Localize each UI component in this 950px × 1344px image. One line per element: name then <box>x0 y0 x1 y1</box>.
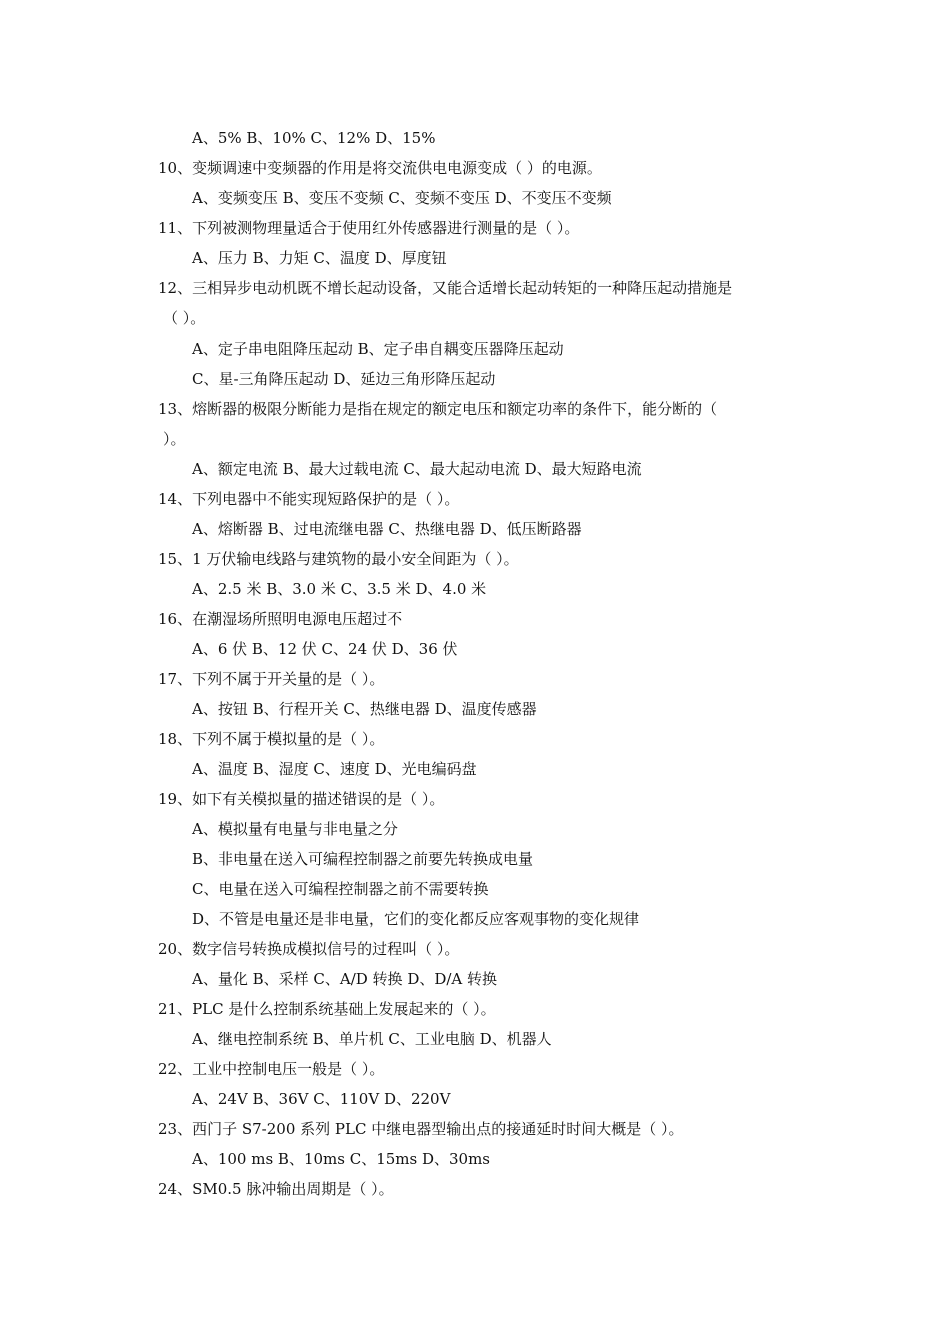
q19-option-c: C、电量在送入可编程控制器之前不需要转换 <box>192 880 489 898</box>
q17-text: 17、下列不属于开关量的是（ ）。 <box>158 670 385 688</box>
q13-options: A、额定电流 B、最大过载电流 C、最大起动电流 D、最大短路电流 <box>192 460 642 478</box>
q22-options: A、24V B、36V C、110V D、220V <box>192 1090 451 1108</box>
q15-text: 15、1 万伏输电线路与建筑物的最小安全间距为（ ）。 <box>158 550 519 568</box>
q12-options-cd: C、星-三角降压起动 D、延边三角形降压起动 <box>192 370 496 388</box>
q13-text-cont: ）。 <box>163 430 186 448</box>
q23-text: 23、西门子 S7-200 系列 PLC 中继电器型输出点的接通延时时间大概是（ ）。 <box>158 1120 684 1138</box>
q12-text-cont: （ ）。 <box>163 309 206 327</box>
q18-text: 18、下列不属于模拟量的是（ ）。 <box>158 730 385 748</box>
q12-text: 12、三相异步电动机既不增长起动设备，又能合适增长起动转矩的一种降压起动措施是 <box>158 279 733 297</box>
q14-text: 14、下列电器中不能实现短路保护的是（ ）。 <box>158 490 460 508</box>
q11-options: A、压力 B、力矩 C、温度 D、厚度钮 <box>192 249 447 267</box>
q23-options: A、100 ms B、10ms C、15ms D、30ms <box>192 1150 491 1168</box>
q22-text: 22、工业中控制电压一般是（ ）。 <box>158 1060 385 1078</box>
q24-text: 24、SM0.5 脉冲输出周期是（ ）。 <box>158 1180 394 1198</box>
q9-options: A、5% B、10% C、12% D、15% <box>192 129 436 147</box>
q13-text: 13、熔断器的极限分断能力是指在规定的额定电压和额定功率的条件下，能分断的（ <box>158 400 718 418</box>
q11-text: 11、下列被测物理量适合于使用红外传感器进行测量的是（ ）。 <box>158 219 580 237</box>
q14-options: A、熔断器 B、过电流继电器 C、热继电器 D、低压断路器 <box>192 520 582 538</box>
q19-option-a: A、模拟量有电量与非电量之分 <box>192 820 398 838</box>
q12-options-ab: A、定子串电阻降压起动 B、定子串自耦变压器降压起动 <box>192 340 564 358</box>
q15-options: A、2.5 米 B、3.0 米 C、3.5 米 D、4.0 米 <box>192 580 487 598</box>
q18-options: A、温度 B、湿度 C、速度 D、光电编码盘 <box>192 760 477 778</box>
q19-option-d: D、不管是电量还是非电量，它们的变化都反应客观事物的变化规律 <box>192 910 640 928</box>
q21-options: A、继电控制系统 B、单片机 C、工业电脑 D、机器人 <box>192 1030 552 1048</box>
q16-text: 16、在潮湿场所照明电源电压超过不 <box>158 610 403 628</box>
q10-options: A、变频变压 B、变压不变频 C、变频不变压 D、不变压不变频 <box>192 189 612 207</box>
q17-options: A、按钮 B、行程开关 C、热继电器 D、温度传感器 <box>192 700 537 718</box>
q16-options: A、6 伏 B、12 伏 C、24 伏 D、36 伏 <box>192 640 458 658</box>
q21-text: 21、PLC 是什么控制系统基础上发展起来的（ ）。 <box>158 1000 496 1018</box>
q20-options: A、量化 B、采样 C、A/D 转换 D、D/A 转换 <box>192 970 498 988</box>
q19-option-b: B、非电量在送入可编程控制器之前要先转换成电量 <box>192 850 534 868</box>
q10-text: 10、变频调速中变频器的作用是将交流供电电源变成（ ）的电源。 <box>158 159 602 177</box>
q20-text: 20、数字信号转换成模拟信号的过程叫（ ）。 <box>158 940 460 958</box>
q19-text: 19、如下有关模拟量的描述错误的是（ ）。 <box>158 790 445 808</box>
